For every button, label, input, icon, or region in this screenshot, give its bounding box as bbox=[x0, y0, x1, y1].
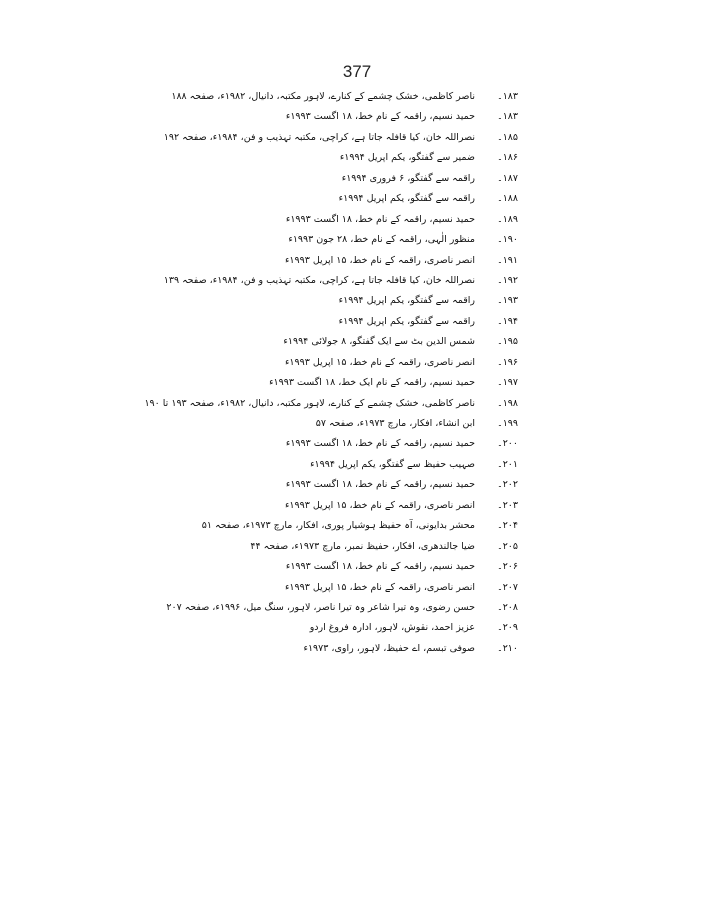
endnote bbox=[236, 230, 518, 250]
endnote-text: ناصر کاظمی، خشک چشمے کے کنارے، لاہور مکتبہ، دانیال، ۱۹۸۲ء، صفحہ ۱۹۳ تا ۱۹۰ bbox=[144, 397, 475, 409]
endnote-number: ۱۹۸۔ bbox=[497, 397, 518, 409]
endnote-number: ۱۹۴۔ bbox=[497, 315, 518, 327]
endnote-number: ۱۸۸۔ bbox=[497, 193, 518, 205]
endnote bbox=[163, 128, 518, 148]
endnote-number: ۲۰۰۔ bbox=[497, 438, 518, 450]
endnote-text: انصر ناصری، راقمہ کے نام خط، ۱۵ اپریل ۱۹۹۳ء bbox=[284, 499, 475, 511]
endnotes-list bbox=[144, 87, 518, 659]
endnote-text: محشر بدایونی، آہ حفیظ ہوشیار پوری، افکار، مارچ ۱۹۷۳ء، صفحہ ۵۱ bbox=[201, 520, 475, 532]
endnote bbox=[236, 107, 518, 127]
endnote-number: ۱۹۲۔ bbox=[497, 274, 518, 286]
endnote bbox=[201, 516, 518, 536]
endnote bbox=[163, 271, 518, 291]
endnote-number: ۱۸۳۔ bbox=[497, 91, 518, 102]
endnote-number: ۲۰۱۔ bbox=[497, 458, 518, 470]
endnote-text: منظور الٰہی، راقمہ کے نام خط، ۲۸ جون ۱۹۹۳ء bbox=[288, 234, 475, 246]
endnote-number: ۱۸۶۔ bbox=[497, 152, 518, 164]
endnote bbox=[236, 189, 518, 209]
endnote-text: حمید نسیم، راقمہ کے نام ایک خط، ۱۸ اگست ۱۹۹۳ء bbox=[269, 377, 475, 389]
page-number: 377 bbox=[342, 62, 372, 81]
endnote bbox=[144, 394, 518, 414]
endnote-text: صہیب حفیظ سے گفتگو، یکم اپریل ۱۹۹۴ء bbox=[310, 458, 475, 470]
endnote bbox=[236, 251, 518, 271]
endnote-number: ۱۸۹۔ bbox=[497, 213, 518, 225]
endnote-number: ۱۸۷۔ bbox=[497, 172, 518, 184]
endnote bbox=[171, 87, 518, 107]
endnote-text: ضمیر سے گفتگو، یکم اپریل ۱۹۹۴ء bbox=[339, 152, 475, 164]
endnote bbox=[236, 455, 518, 475]
endnote-text: انصر ناصری، راقمہ کے نام خط، ۱۵ اپریل ۱۹۹۳ء bbox=[284, 581, 475, 593]
endnote-number: ۲۰۵۔ bbox=[497, 540, 518, 552]
endnote bbox=[236, 618, 518, 638]
endnote-number: ۱۹۵۔ bbox=[497, 336, 518, 348]
endnote bbox=[236, 537, 518, 557]
endnote-number: ۱۹۳۔ bbox=[497, 295, 518, 307]
endnote bbox=[236, 210, 518, 230]
endnote-text: حمید نسیم، راقمہ کے نام خط، ۱۸ اگست ۱۹۹۳ء bbox=[285, 479, 475, 491]
endnote bbox=[236, 557, 518, 577]
endnote bbox=[236, 148, 518, 168]
endnote bbox=[236, 639, 518, 659]
endnote-text: حمید نسیم، راقمہ کے نام خط، ۱۸ اگست ۱۹۹۳ء bbox=[285, 561, 475, 573]
endnote-number: ۲۱۰۔ bbox=[497, 642, 518, 654]
endnote-number: ۲۰۷۔ bbox=[497, 581, 518, 593]
endnote-number: ۲۰۴۔ bbox=[497, 520, 518, 532]
endnote bbox=[236, 475, 518, 495]
endnote-text: ابن انشاء، افکار، مارچ ۱۹۷۳ء، صفحہ ۵۷ bbox=[315, 418, 475, 429]
endnote bbox=[236, 332, 518, 352]
endnote-text: حسن رضوی، وہ تیرا شاعر وہ تیرا ناصر، لاہور، سنگ میل، ۱۹۹۶ء، صفحہ ۲۰۷ bbox=[166, 601, 475, 613]
endnote-text: راقمہ سے گفتگو، ۶ فروری ۱۹۹۴ء bbox=[341, 172, 475, 184]
endnote-number: ۱۸۵۔ bbox=[497, 131, 518, 143]
endnote-number: ۲۰۸۔ bbox=[497, 601, 518, 613]
endnote-number: ۱۹۱۔ bbox=[497, 254, 518, 266]
endnote-text: انصر ناصری، راقمہ کے نام خط، ۱۵ اپریل ۱۹۹۳ء bbox=[284, 356, 475, 368]
endnote bbox=[236, 291, 518, 311]
endnote-number: ۱۹۶۔ bbox=[497, 356, 518, 368]
endnote bbox=[236, 312, 518, 332]
endnote-text: شمس الدین بٹ سے ایک گفتگو، ۸ جولائی ۱۹۹۴ء bbox=[283, 336, 475, 348]
endnote-text: حمید نسیم، راقمہ کے نام خط، ۱۸ اگست ۱۹۹۳ء bbox=[285, 438, 475, 450]
endnote bbox=[236, 496, 518, 516]
endnote-text: عزیز احمد، نقوش، لاہور، ادارہ فروغ اردو bbox=[309, 622, 475, 634]
endnote bbox=[236, 169, 518, 189]
endnote bbox=[236, 373, 518, 393]
endnote-text: حمید نسیم، راقمہ کے نام خط، ۱۸ اگست ۱۹۹۳ء bbox=[285, 111, 475, 123]
endnote-text: ضیا جالندھری، افکار، حفیظ نمبر، مارچ ۱۹۷۳ء، صفحہ ۴۴ bbox=[250, 540, 475, 552]
endnote-text: نصراللہ خان، کیا قافلہ جاتا ہے، کراچی، مکتبہ تہذیب و فن، ۱۹۸۴ء، صفحہ ۱۹۲ bbox=[163, 131, 475, 143]
endnote bbox=[236, 434, 518, 454]
endnote-number: ۲۰۹۔ bbox=[497, 622, 518, 634]
endnote-text: ناصر کاظمی، خشک چشمے کے کنارے، لاہور مکتبہ، دانیال، ۱۹۸۲ء، صفحہ ۱۸۸ bbox=[171, 91, 475, 102]
endnote-text: حمید نسیم، راقمہ کے نام خط، ۱۸ اگست ۱۹۹۳ء bbox=[285, 213, 475, 225]
endnote-number: ۲۰۲۔ bbox=[497, 479, 518, 491]
endnote-number: ۱۹۹۔ bbox=[497, 418, 518, 429]
endnote-number: ۱۸۳۔ bbox=[497, 111, 518, 123]
endnote-number: ۱۹۷۔ bbox=[497, 377, 518, 389]
endnote bbox=[166, 598, 518, 618]
endnote bbox=[236, 414, 518, 434]
endnote-text: راقمہ سے گفتگو، یکم اپریل ۱۹۹۴ء bbox=[338, 193, 475, 205]
endnote-text: نصراللہ خان، کیا قافلہ جاتا ہے، کراچی، مکتبہ تہذیب و فن، ۱۹۸۴ء، صفحہ ۱۳۹ bbox=[163, 274, 475, 286]
endnote-number: ۲۰۳۔ bbox=[497, 499, 518, 511]
endnote-text: انصر ناصری، راقمہ کے نام خط، ۱۵ اپریل ۱۹۹۳ء bbox=[284, 254, 475, 266]
endnote bbox=[236, 353, 518, 373]
endnote-text: راقمہ سے گفتگو، یکم اپریل ۱۹۹۴ء bbox=[338, 295, 475, 307]
endnote-number: ۲۰۶۔ bbox=[497, 561, 518, 573]
endnote bbox=[236, 578, 518, 598]
endnote-text: صوفی تبسم، اے حفیظ، لاہور، راوی، ۱۹۷۳ء bbox=[303, 642, 475, 654]
endnote-text: راقمہ سے گفتگو، یکم اپریل ۱۹۹۴ء bbox=[338, 315, 475, 327]
endnote-number: ۱۹۰۔ bbox=[497, 234, 518, 246]
